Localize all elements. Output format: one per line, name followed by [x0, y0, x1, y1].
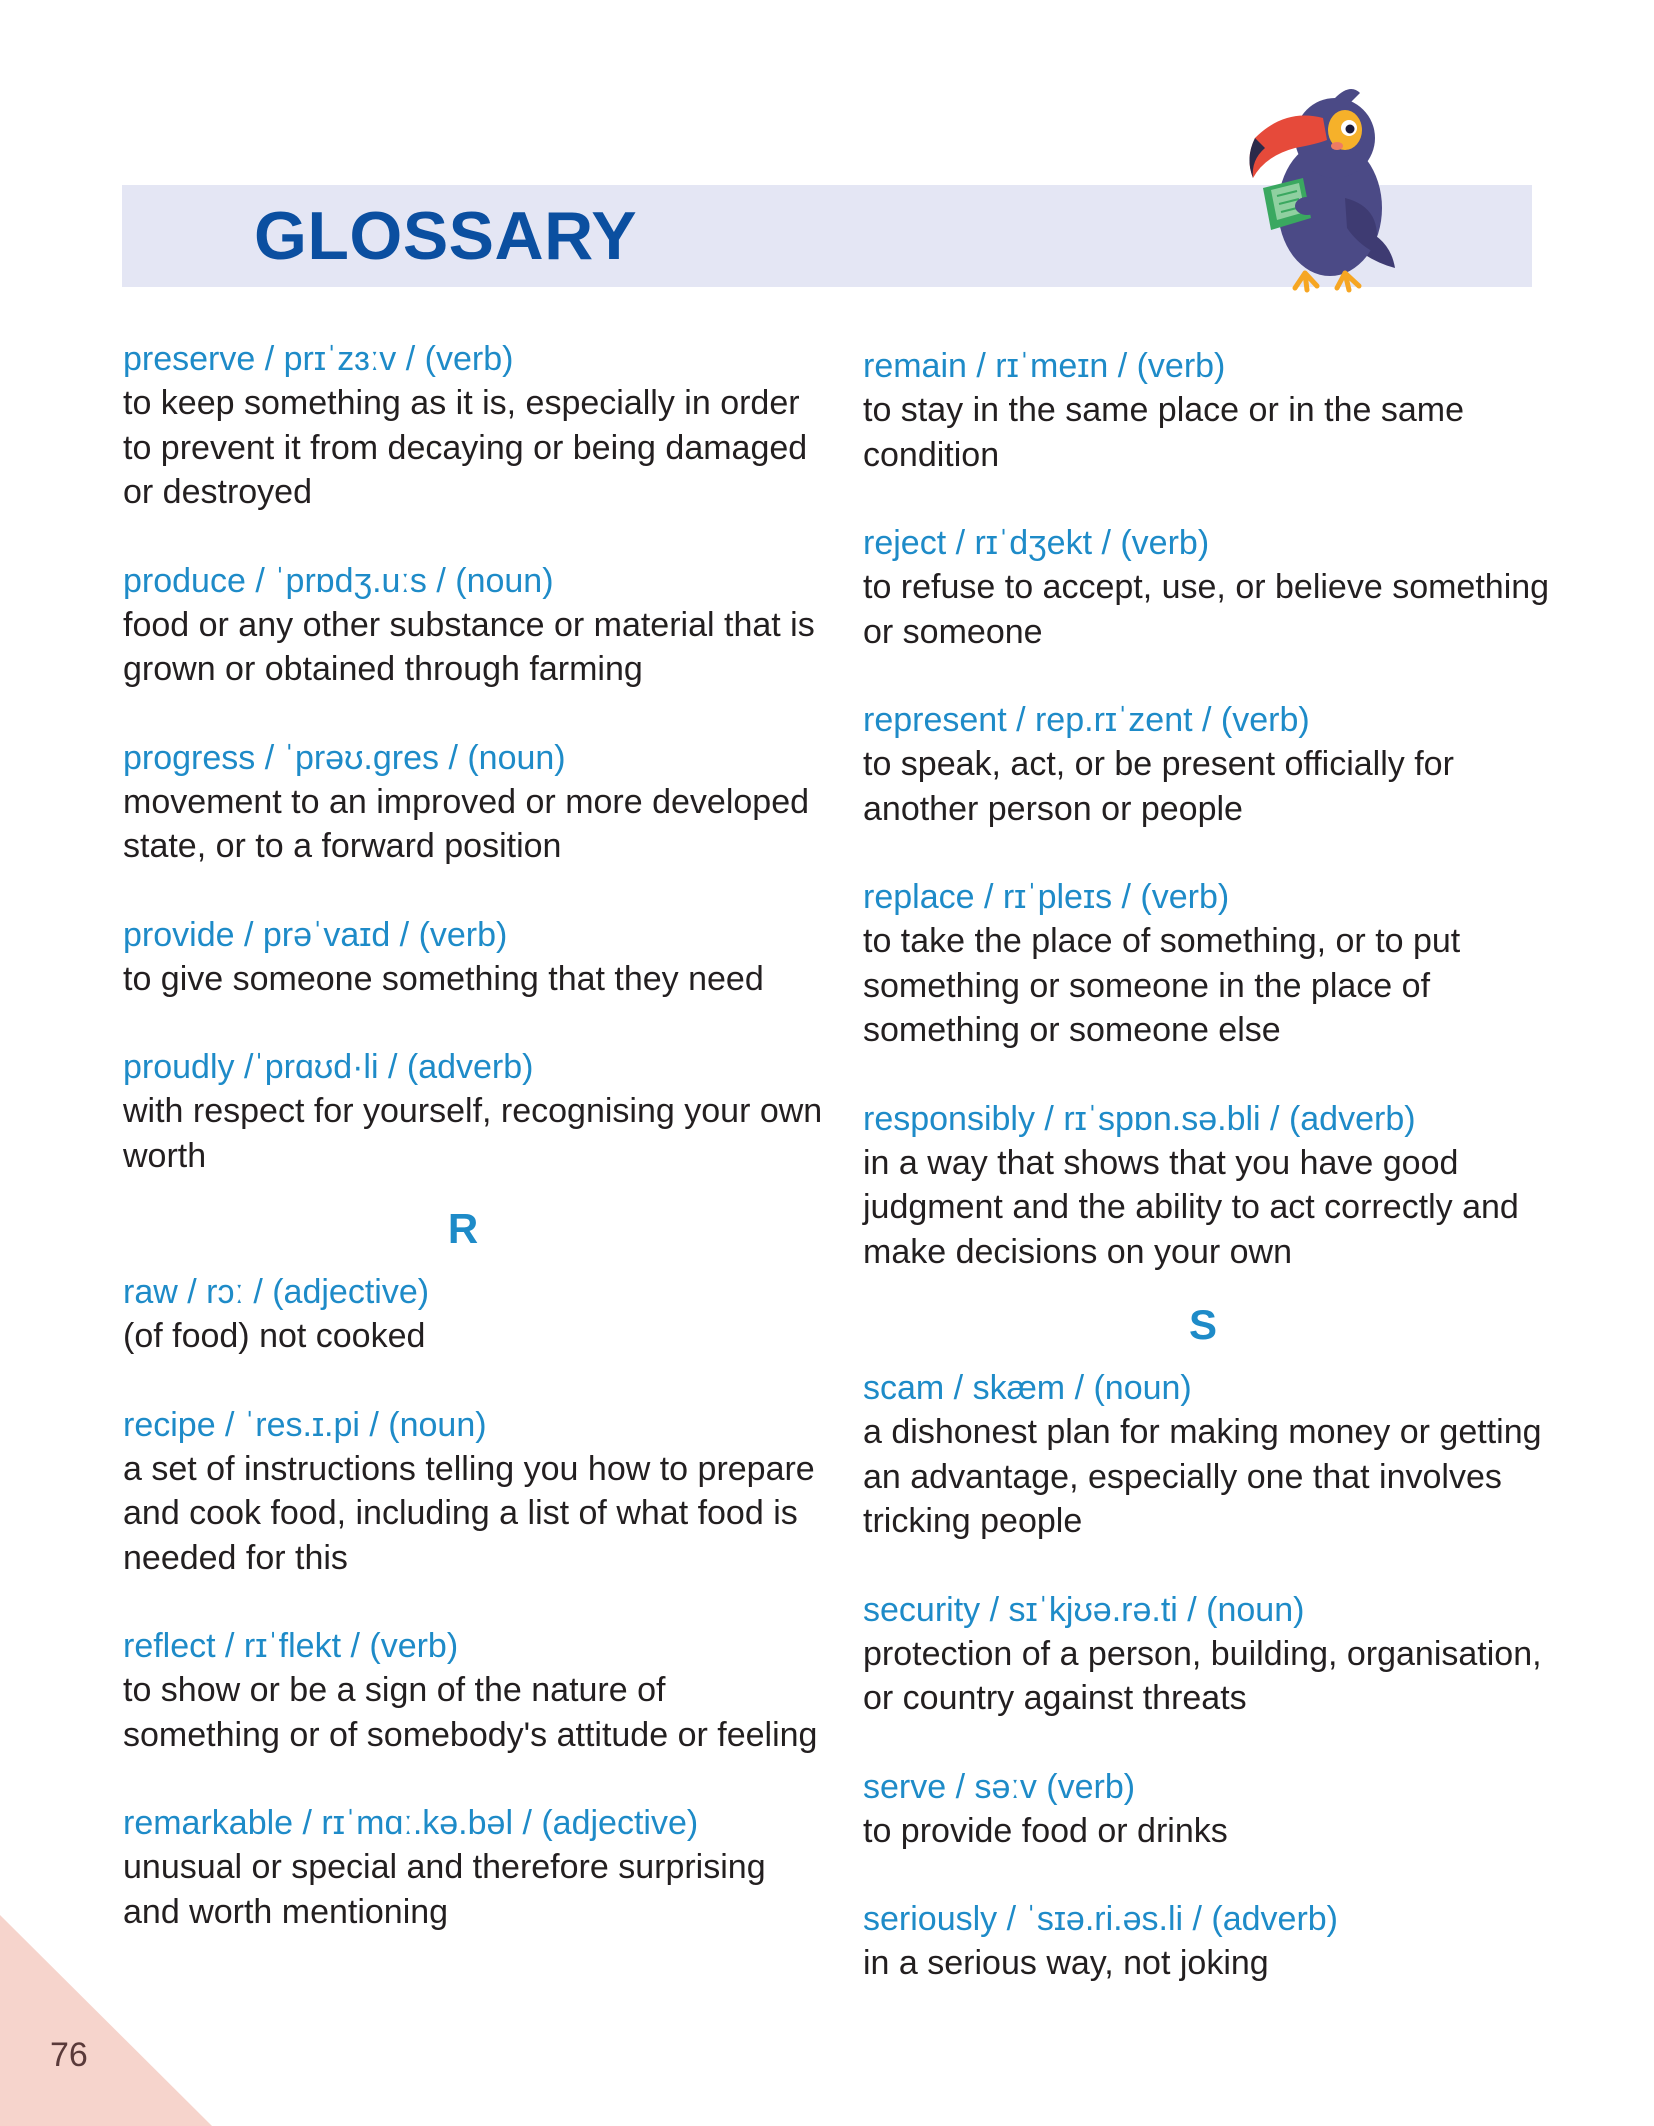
glossary-entry-responsibly: [863, 1097, 1563, 1275]
glossary-entry-represent: [863, 698, 1563, 831]
glossary-right-column: [863, 344, 1563, 2030]
section-letter-r: R: [447, 1205, 479, 1252]
entry-definition: protection of a person, building, organisation, or country against threats: [863, 1634, 1542, 1717]
entry-term: remain / rɪˈmeɪn / (verb): [863, 347, 1226, 385]
glossary-entry-remain: [863, 344, 1563, 477]
entry-term: represent / rep.rɪˈzent / (verb): [863, 701, 1310, 739]
entry-definition: to refuse to accept, use, or believe something or someone: [863, 568, 1550, 651]
entry-definition: to give someone something that they need: [123, 959, 764, 998]
entry-definition: to take the place of something, or to put something or someone in the place of something or someone else: [863, 922, 1461, 1049]
entry-term: seriously / ˈsɪə.ri.əs.li / (adverb): [863, 1900, 1339, 1938]
entry-term: raw / rɔː / (adjective): [123, 1273, 430, 1311]
entry-term: recipe / ˈres.ɪ.pi / (noun): [123, 1405, 487, 1444]
entry-term: preserve / prɪˈzɜːv / (verb): [123, 340, 514, 378]
entry-term: reflect / rɪˈflekt / (verb): [123, 1627, 459, 1665]
entry-definition: to keep something as it is, especially in order to prevent it from decaying or being damaged or destroyed: [123, 384, 808, 511]
entry-term: replace / rɪˈpleɪs / (verb): [863, 878, 1230, 916]
entry-term: security / sɪˈkjʊə.rə.ti / (noun): [863, 1590, 1305, 1629]
entry-term: produce / ˈprɒdʒ.uːs / (noun): [123, 561, 554, 600]
entry-term: serve / səːv (verb): [863, 1767, 1136, 1806]
section-letter-s: S: [1188, 1301, 1217, 1348]
glossary-entry-produce: [123, 559, 823, 692]
entry-term: remarkable / rɪˈmɑː.kə.bəl / (adjective): [123, 1804, 699, 1842]
entry-term: provide / prəˈvaɪd / (verb): [123, 915, 508, 954]
glossary-entry-security: [863, 1588, 1563, 1721]
entry-definition: food or any other substance or material that is grown or obtained through farming: [123, 605, 815, 688]
glossary-entry-replace: [863, 875, 1563, 1053]
glossary-left-column: [123, 337, 823, 1978]
page-number: 76: [50, 2036, 88, 2074]
glossary-entry-preserve: [123, 337, 823, 515]
page-title: GLOSSARY: [254, 198, 638, 274]
entry-term: reject / rɪˈdʒekt / (verb): [863, 524, 1210, 562]
entry-definition: a dishonest plan for making money or getting an advantage, especially one that involves tricking people: [863, 1413, 1542, 1540]
toucan-reading-icon: [1225, 78, 1415, 298]
entry-definition: a set of instructions telling you how to prepare and cook food, including a list of what food is needed for this: [123, 1449, 815, 1577]
glossary-entry-reject: [863, 521, 1563, 654]
entry-definition: with respect for yourself, recognising your own worth: [123, 1092, 823, 1175]
entry-definition: in a serious way, not joking: [863, 1944, 1269, 1982]
glossary-entry-progress: [123, 736, 823, 869]
entry-term: responsibly / rɪˈspɒn.sə.bli / (adverb): [863, 1099, 1416, 1138]
entry-definition: to stay in the same place or in the same condition: [863, 391, 1464, 474]
entry-term: proudly /ˈprɑʊd·li / (adverb): [123, 1048, 534, 1086]
glossary-entry-recipe: [123, 1403, 823, 1581]
glossary-entry-reflect: [123, 1624, 823, 1757]
entry-definition: to show or be a sign of the nature of something or of somebody's attitude or feeling: [123, 1671, 818, 1754]
corner-triangle-decoration: [0, 1915, 212, 2126]
glossary-entry-raw: [123, 1270, 823, 1359]
entry-definition: (of food) not cooked: [123, 1317, 426, 1355]
entry-definition: unusual or special and therefore surprising and worth mentioning: [123, 1848, 766, 1931]
entry-definition: in a way that shows that you have good judgment and the ability to act correctly and make decisions on your own: [863, 1143, 1519, 1271]
glossary-entry-proudly: [123, 1045, 823, 1178]
entry-term: progress / ˈprəʊ.gres / (noun): [123, 738, 566, 777]
glossary-entry-remarkable: [123, 1801, 823, 1934]
entry-term: scam / skæm / (noun): [863, 1369, 1192, 1407]
entry-definition: movement to an improved or more developed state, or to a forward position: [123, 782, 810, 865]
glossary-entry-seriously: [863, 1897, 1563, 1986]
glossary-entry-serve: [863, 1765, 1563, 1854]
entry-definition: to provide food or drinks: [863, 1811, 1228, 1850]
glossary-entry-provide: [123, 913, 823, 1002]
entry-definition: to speak, act, or be present officially for another person or people: [863, 745, 1454, 828]
glossary-entry-scam: [863, 1366, 1563, 1544]
